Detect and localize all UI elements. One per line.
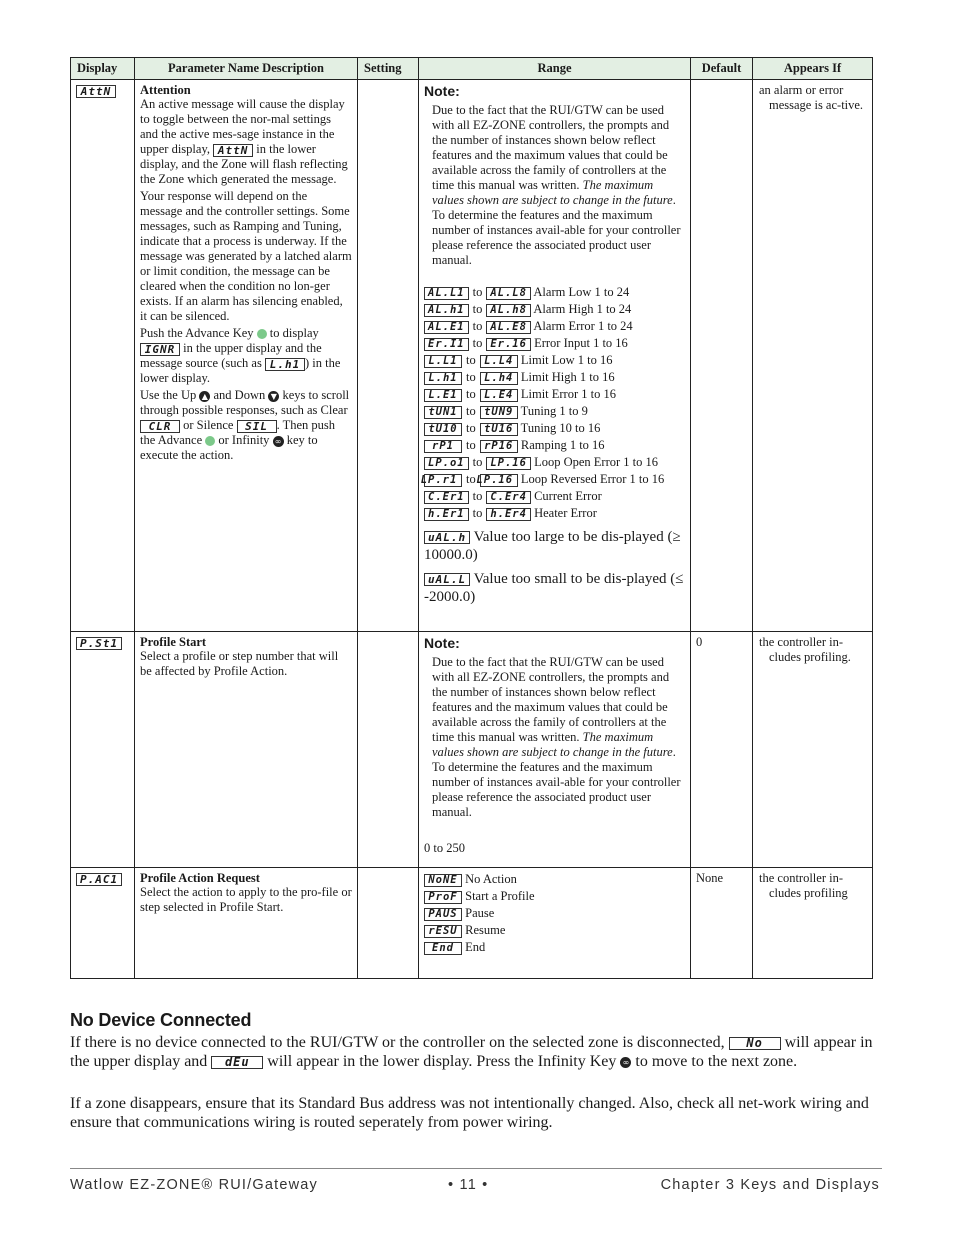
- footer-title: Watlow EZ-ZONE® RUI/Gateway: [70, 1177, 318, 1193]
- range-description: Pause: [465, 906, 495, 920]
- up-key-icon: ▲: [199, 391, 210, 402]
- note-text: Due to the fact that the RUI/GTW can be used with all EZ-ZONE controllers, the prompts and the number of instances shown below reflect features and the maximum values that could be available across the family of controllers at the time this manual was written. The maximum values shown are subject to change in the future. To determine the features and the maximum number of instances avail-able for your controller please reference the associated product user manual.: [432, 103, 681, 267]
- table-row: [71, 80, 873, 632]
- range-description: Loop Reversed Error 1 to 16: [520, 472, 665, 486]
- parameter-name: Profile Action Request: [140, 871, 260, 885]
- range-item: [424, 570, 685, 606]
- range-description: End: [465, 940, 486, 954]
- table-row: [71, 632, 873, 868]
- appears-if-text: an alarm or error message is ac-tive.: [759, 83, 864, 112]
- display-code: L.E1: [424, 389, 462, 402]
- range-item: [424, 335, 685, 352]
- range-to: to: [472, 302, 483, 316]
- range-to: to: [472, 506, 483, 520]
- table-header-row: [71, 58, 873, 80]
- range-item: [424, 871, 685, 888]
- range-to: to: [466, 353, 476, 367]
- range-description: Start a Profile: [465, 889, 535, 903]
- note-title: Note:: [424, 635, 460, 651]
- display-code: uAL.L: [424, 573, 470, 586]
- footer-chapter: Chapter 3 Keys and Displays: [660, 1177, 880, 1193]
- range-to: to: [472, 319, 483, 333]
- range-to: to: [466, 438, 476, 452]
- display-code: tU10: [424, 423, 462, 436]
- display-code: PAUS: [424, 908, 462, 921]
- range-to: to: [466, 421, 476, 435]
- range-item: [424, 488, 685, 505]
- display-code: tUN1: [424, 406, 462, 419]
- range-to: to: [472, 285, 483, 299]
- section-paragraph: If there is no device connected to the RUI/GTW or the controller on the selected zone is disconnected, No will appear in the upper display and dEu will appear in the lower display. Press the Infinity Key ∞ to move to the next zone.: [70, 1034, 873, 1070]
- display-code: AL.h8: [486, 304, 531, 317]
- range-to: to: [466, 387, 476, 401]
- display-code: NoNE: [424, 874, 462, 887]
- range-description: Value too small to be dis-played (≤ -2000.0): [424, 571, 684, 605]
- range-description: Current Error: [534, 489, 602, 503]
- display-code: LP.16: [480, 474, 518, 487]
- display-code: LP.o1: [424, 457, 469, 470]
- header-parameter: Parameter Name Description: [135, 58, 358, 80]
- range-description: Limit Error 1 to 16: [520, 387, 616, 401]
- display-code: uAL.h: [424, 531, 470, 544]
- range-item: [424, 284, 685, 301]
- note-text: Due to the fact that the RUI/GTW can be used with all EZ-ZONE controllers, the prompts and the number of instances shown below reflect features and the maximum values that could be available across the family of controllers at the time this manual was written. The maximum values shown are subject to change in the future. To determine the features and the maximum number of instances avail-able for your controller please reference the associated product user manual.: [432, 655, 681, 819]
- range-item: [424, 403, 685, 420]
- parameter-name: Attention: [140, 83, 191, 97]
- range-item: [424, 888, 685, 905]
- range-description: Alarm High 1 to 24: [533, 302, 632, 316]
- default-value: 0: [696, 635, 703, 649]
- note-title: Note:: [424, 83, 460, 99]
- display-code: AL.E8: [486, 321, 531, 334]
- section-paragraph: If a zone disappears, ensure that its Standard Bus address was not intentionally changed. Also, check all net-work wiring and ensure that communications wiring is routed seperately from power wiring.: [70, 1095, 869, 1131]
- advance-key-icon: [257, 329, 267, 339]
- range-description: Tuning 10 to 16: [520, 421, 601, 435]
- display-code: h.Er1: [424, 508, 469, 521]
- display-code: L.L1: [424, 355, 462, 368]
- down-key-icon: ▼: [268, 391, 279, 402]
- display-code: L.E4: [480, 389, 518, 402]
- advance-key-icon: [205, 436, 215, 446]
- display-code: P.AC1: [76, 873, 122, 886]
- range-list-extra: [424, 528, 685, 606]
- infinity-key-icon: ∞: [273, 436, 284, 447]
- range-item: [424, 437, 685, 454]
- display-code: tUN9: [480, 406, 518, 419]
- range-list: [420, 284, 685, 522]
- display-code: L.h1: [424, 372, 462, 385]
- page-number: • 11 •: [448, 1177, 489, 1193]
- range-item: [424, 939, 685, 956]
- range-description: Value too large to be dis-played (≥ 10000.0): [424, 529, 681, 563]
- range-item: [424, 922, 685, 939]
- display-code: rESU: [424, 925, 462, 938]
- range-description: Ramping 1 to 16: [520, 438, 605, 452]
- range-item: [424, 420, 685, 437]
- range-list: [419, 868, 690, 960]
- footer-divider: [70, 1168, 882, 1169]
- parameter-table: [70, 57, 873, 979]
- display-code: Er.16: [486, 338, 531, 351]
- display-code: rP1: [424, 440, 462, 453]
- section-title: No Device Connected: [70, 1010, 252, 1030]
- display-code: h.Er4: [486, 508, 531, 521]
- header-range: Range: [419, 58, 691, 80]
- range-to: to: [466, 404, 476, 418]
- header-appears-if: Appears If: [753, 58, 873, 80]
- range-item: [424, 352, 685, 369]
- range-to: to: [472, 455, 483, 469]
- default-value: None: [696, 871, 724, 885]
- range-item: [424, 301, 685, 318]
- range-description: Resume: [465, 923, 506, 937]
- description-paragraph: Your response will depend on the message and the controller settings. Some messages, such as Ramping and Tuning, indicate that a process is underway. If the message was generated by a latched alarm or limit condition, the message can be cleared when the condition no lon-ger exists. If an alarm has silencing enabled, it can be silenced.: [140, 189, 352, 323]
- range-item: [424, 454, 685, 471]
- display-code: LP.16: [486, 457, 531, 470]
- description-paragraph: An active message will cause the display to toggle between the nor-mal settings and the active mes-sage instance in the upper display, AttN in the lower display, and the Zone will flash reflecting the Zone which generated the message.: [140, 97, 348, 186]
- setting-cell: [358, 80, 418, 87]
- range-to: to: [472, 489, 483, 503]
- range-value: 0 to 250: [424, 841, 465, 855]
- range-item: [424, 318, 685, 335]
- table-row: [71, 868, 873, 979]
- display-code: AL.L1: [424, 287, 469, 300]
- range-item: [424, 528, 685, 564]
- range-item: [424, 386, 685, 403]
- range-item: [424, 505, 685, 522]
- setting-cell: [358, 632, 418, 639]
- display-code: C.Er4: [486, 491, 531, 504]
- display-code: C.Er1: [424, 491, 469, 504]
- parameter-name: Profile Start: [140, 635, 207, 649]
- range-item: [420, 471, 685, 488]
- header-default: Default: [691, 58, 753, 80]
- range-description: Error Input 1 to 16: [534, 336, 628, 350]
- range-description: Loop Open Error 1 to 16: [534, 455, 659, 469]
- range-description: Heater Error: [534, 506, 597, 520]
- appears-if-text: the controller in-cludes profiling.: [759, 635, 851, 664]
- display-code: End: [424, 942, 462, 955]
- infinity-key-icon: ∞: [620, 1057, 631, 1068]
- appears-if-text: the controller in-cludes profiling: [759, 871, 848, 900]
- display-code: L.h4: [480, 372, 518, 385]
- range-description: Alarm Low 1 to 24: [533, 285, 630, 299]
- display-code: tU16: [480, 423, 518, 436]
- setting-cell: [358, 868, 418, 875]
- range-description: Tuning 1 to 9: [520, 404, 588, 418]
- display-code: L.L4: [480, 355, 518, 368]
- range-description: Limit Low 1 to 16: [520, 353, 613, 367]
- display-code: AL.h1: [424, 304, 469, 317]
- display-code: LP.r1: [424, 474, 462, 487]
- display-code: AL.E1: [424, 321, 469, 334]
- description-paragraph: Select a profile or step number that will be affected by Profile Action.: [140, 649, 339, 678]
- range-description: Limit High 1 to 16: [520, 370, 615, 384]
- display-code: Er.I1: [424, 338, 469, 351]
- display-code: AL.L8: [486, 287, 531, 300]
- range-description: Alarm Error 1 to 24: [533, 319, 633, 333]
- display-code: rP16: [480, 440, 518, 453]
- range-to: to: [466, 370, 476, 384]
- header-display: Display: [71, 58, 135, 80]
- range-to: to: [472, 336, 483, 350]
- display-code: P.St1: [76, 637, 122, 650]
- display-code: AttN: [76, 85, 116, 98]
- range-item: [424, 905, 685, 922]
- range-item: [424, 369, 685, 386]
- display-code: ProF: [424, 891, 462, 904]
- description-paragraph: Push the Advance Key to display IGNR in the upper display and the message source (such as L.h1 ) in the lower display.: [140, 326, 341, 385]
- description-paragraph: Use the Up ▲ and Down ▼ keys to scroll through possible responses, such as Clear CLR or Silence SIL . Then push the Advance or Infinity ∞ key to execute the action.: [140, 388, 350, 462]
- description-paragraph: Select the action to apply to the pro-file or step selected in Profile Start.: [140, 885, 352, 914]
- range-to: to: [466, 472, 476, 486]
- range-description: No Action: [465, 872, 517, 886]
- default-value: [691, 80, 752, 87]
- header-setting: Setting: [358, 58, 419, 80]
